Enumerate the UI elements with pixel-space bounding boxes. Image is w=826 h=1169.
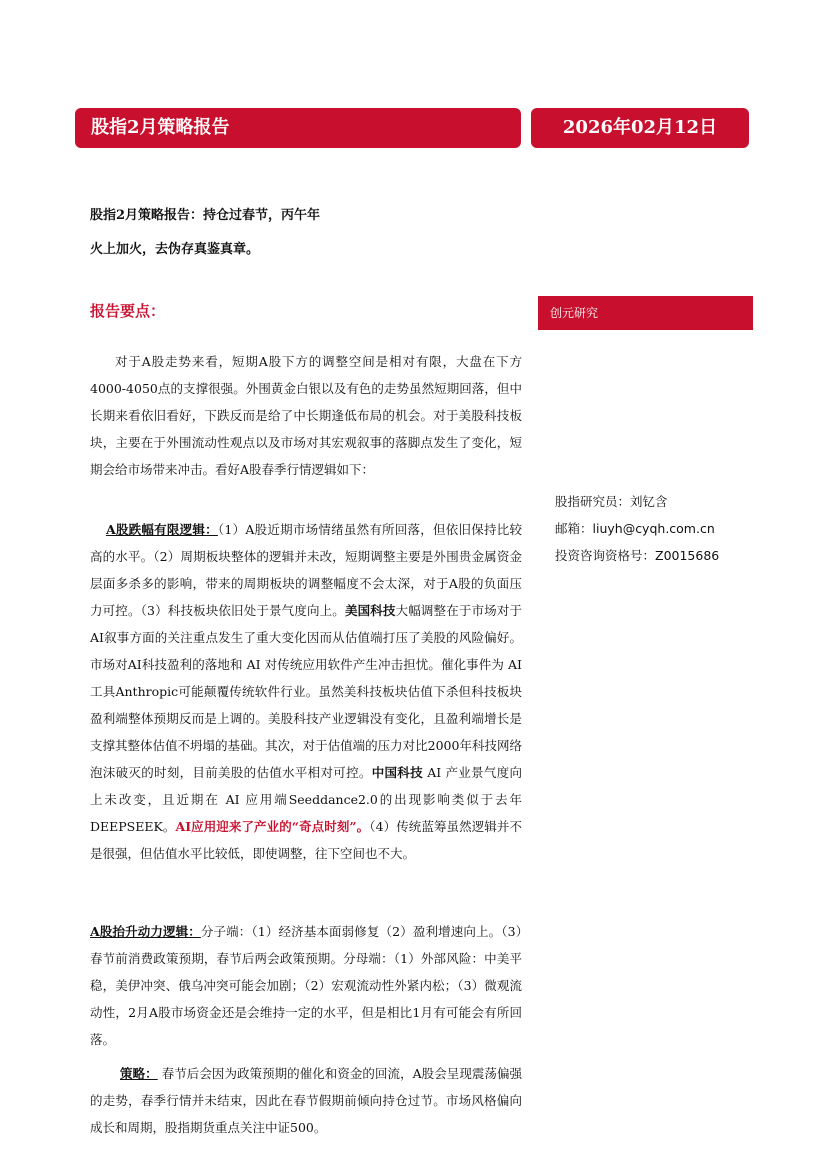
limited-decline-text-d: （4）传统蓝筹虽然逻辑并不是很强，但估值水平比较低，即使调整，往下空间也不大。 bbox=[90, 819, 522, 861]
paragraph-strategy bbox=[90, 1060, 522, 1141]
analyst-license: 投资咨询资格号：Z0015686 bbox=[555, 548, 720, 563]
cn-tech-label: 中国科技 bbox=[371, 765, 423, 780]
research-label bbox=[538, 296, 753, 330]
paragraph-outlook-text: 对于A股走势来看，短期A股下方的调整空间是相对有限，大盘在下方4000-4050点的支撑很强。外围黄金白银以及有色的走势虽然短期回落，但中长期来看依旧看好，下跌反而是给了中长期逢低布局的机会。对于美股科技板块，主要在于外围流动性观点以及市场对其宏观叙事的落脚点发生了变化，短期会给市场带来冲击。看好A股春季行情逻辑如下： bbox=[90, 354, 522, 477]
uplift-drivers-title: A股抬升动力逻辑： bbox=[90, 924, 201, 939]
uplift-drivers-text: 分子端：（1）经济基本面弱修复（2）盈利增速向上。（3）春节前消费政策预期，春节后两会政策预期。分母端：（1）外部风险：中美平稳，美伊冲突、俄乌冲突可能会加剧；（2）宏观流动性外紧内松；（3）微观流动性，2月A股市场资金还是会维持一定的水平，但是相比1月有可能会有所回落。 bbox=[90, 924, 522, 1047]
report-date: 2026年02月12日 bbox=[562, 117, 718, 138]
analyst-name: 股指研究员：刘钇含 bbox=[555, 494, 668, 509]
key-points-heading: 报告要点： bbox=[90, 302, 166, 320]
paragraph-outlook bbox=[90, 348, 522, 483]
research-label-text: 创元研究 bbox=[550, 306, 599, 320]
report-title-banner bbox=[75, 108, 521, 148]
limited-decline-text-c: AI 产业景气度向上未改变，且近期在 AI 应用端Seeddance2.0的出现影响类似于去年DEEPSEEK。 bbox=[90, 765, 522, 834]
paragraph-limited-decline bbox=[90, 516, 522, 867]
limited-decline-text-b: 大幅调整在于市场对于AI叙事方面的关注重点发生了重大变化因而从估值端打压了美股的风险偏好。市场对AI科技盈利的落地和 AI 对传统应用软件产生冲击担忧。催化事件为 AI 工具Anthropic可能颠覆传统软件行业。虽然美科技板块估值下杀但科技板块盈利端整体预期反而是上调的。美股科技产业逻辑没有变化，且盈利端增长是支撑其整体估值不坍塌的基础。其次，对于估值端的压力对比2000年科技网络泡沫破灭的时刻，目前美股的估值水平相对可控。 bbox=[90, 603, 522, 780]
paragraph-uplift-drivers bbox=[90, 918, 522, 1053]
analyst-email: 邮箱：liuyh@cyqh.com.cn bbox=[555, 521, 715, 536]
subtitle-line-1: 股指2月策略报告：持仓过春节，丙午年 bbox=[90, 208, 321, 223]
report-title: 股指2月策略报告 bbox=[91, 117, 230, 138]
us-tech-label: 美国科技 bbox=[344, 603, 396, 618]
subtitle-line-2: 火上加火，去伪存真鉴真章。 bbox=[90, 242, 260, 257]
limited-decline-title: A股跌幅有限逻辑： bbox=[106, 522, 218, 537]
report-date-banner bbox=[531, 108, 749, 148]
limited-decline-text-a: （1）A股近期市场情绪虽然有所回落，但依旧保持比较高的水平。（2）周期板块整体的逻辑并未改，短期调整主要是外围贵金属资金层面多杀多的影响，带来的周期板块的调整幅度不会太深，对于A股的负面压力可控。（3）科技板块依旧处于景气度向上。 bbox=[90, 522, 523, 618]
ai-singularity-highlight: AI应用迎来了产业的“奇点时刻”。 bbox=[175, 819, 370, 834]
strategy-title: 策略： bbox=[120, 1066, 158, 1081]
strategy-text: 春节后会因为政策预期的催化和资金的回流，A股会呈现震荡偏强的走势，春季行情并未结束，因此在春节假期前倾向持仓过节。市场风格偏向成长和周期，股指期货重点关注中证500。 bbox=[90, 1066, 522, 1135]
